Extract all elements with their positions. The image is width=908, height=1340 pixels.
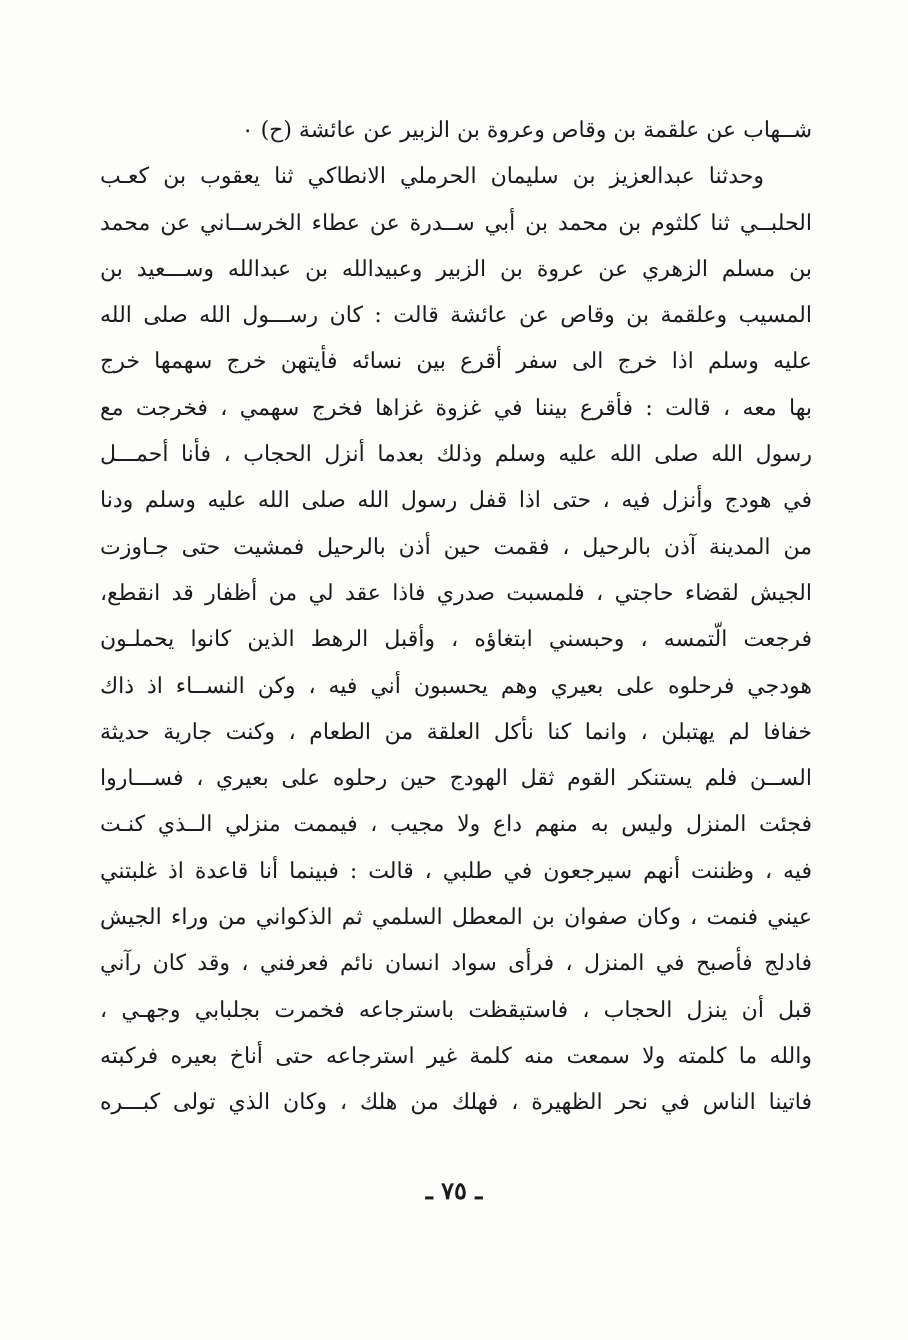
page-number: ـ ٧٥ ـ [425,1176,483,1205]
text-line: الجيش لقضاء حاجتي ، فلمسبت صدري فاذا عقد لي من أظفار قد انقطع، [100,580,812,606]
text-line: من المدينة آذن بالرحيل ، فقمت حين أذن بالرحيل فمشيت حتى جـاوزت [100,534,812,560]
text-line: فاتينا الناس في نحر الظهيرة ، فهلك من هلك ، وكان الذي تولى كبـــره [100,1090,812,1116]
text-line: عيني فنمت ، وكان صفوان بن المعطل السلمي ثم الذكواني من وراء الجيش [100,905,812,931]
text-line: خفافا لم يهتبلن ، وانما كنا نأكل العلقة من الطعام ، وكنت جارية حديثة [100,719,812,745]
body-text [100,108,812,1127]
text-line: الســن فلم يستنكر القوم ثقل الهودج حين رحلوه على بعيري ، فســـاروا [100,766,812,792]
text-line: رسول الله صلى الله عليه وسلم وذلك بعدما أنزل الحجاب ، فأنا أحمـــل [100,442,812,468]
text-line: فيه ، وظننت أنهم سيرجعون في طلبي ، قالت : فبينما أنا قاعدة اذ غلبتني [100,858,812,884]
text-line: فادلج فأصبح في المنزل ، فرأى سواد انسان نائم فعرفني ، وقد كان رآني [100,951,812,977]
text-line: هودجي فرحلوه على بعيري وهم يحسبون أني فيه ، وكن النســاء اذ ذاك [100,673,812,699]
text-line: والله ما كلمته ولا سمعت منه كلمة غير استرجاعه حتى أناخ بعيره فركبته [100,1043,812,1069]
text-line: المسيب وعلقمة بن وقاص عن عائشة قالت : كان رســـول الله صلى الله [100,303,812,329]
text-line: الحلبــي ثنا كلثوم بن محمد بن أبي ســدرة عن عطاء الخرســاني عن محمد [100,210,812,236]
text-line: شــهاب عن علقمة بن وقاص وعروة بن الزبير عن عائشة (ح) ٠ [241,118,812,143]
text-line: بن مسلم الزهري عن عروة بن الزبير وعبيدالله بن عبدالله وســـعيد بن [100,256,812,282]
text-line: وحدثنا عبدالعزيز بن سليمان الحرملي الانطاكي ثنا يعقوب بن كعـب [100,164,764,190]
text-line: بها معه ، قالت : فأقرع بيننا في غزوة غزاها فخرج سهمي ، فخرجت مع [100,395,812,421]
text-line: فرجعت الّتمسه ، وحبسني ابتغاؤه ، وأقبل الرهط الذين كانوا يحملـون [100,627,812,653]
text-line: قبل أن ينزل الحجاب ، فاستيقظت باسترجاعه فخمرت بجلبابي وجهـي ، [100,997,812,1023]
text-line: فجئت المنزل وليس به منهم داع ولا مجيب ، فيممت منزلي الــذي كنـت [100,812,812,838]
text-line: عليه وسلم اذا خرج الى سفر أقرع بين نسائه فأيتهن خرج سهمها خرج [100,349,812,375]
text-line: في هودج وأنزل فيه ، حتى اذا قفل رسول الله صلى الله عليه وسلم ودنا [100,488,812,514]
